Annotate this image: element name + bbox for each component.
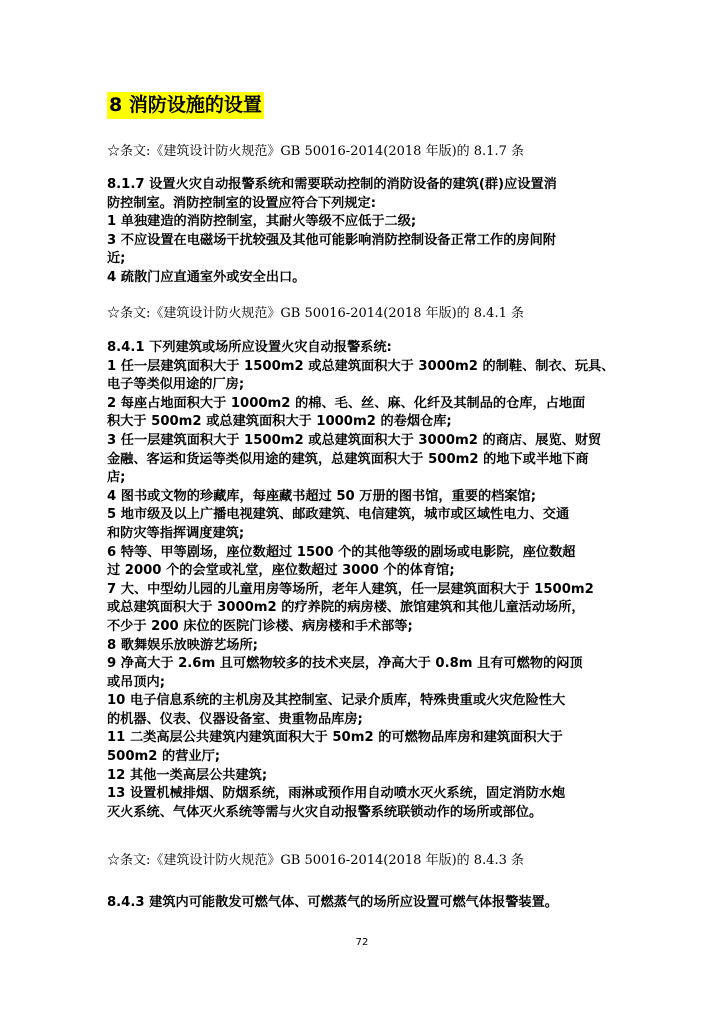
clause-line: 金融、客运和货运等类似用途的建筑，总建筑面积大于 500m2 的地下或半地下商 [107,451,589,467]
clause-line: 近; [107,251,126,267]
clause-line: 4 疏散门应直通室外或安全出口。 [107,269,306,285]
clause-line: 过 2000 个的会堂或礼堂，座位数超过 3000 个的体育馆; [107,563,455,579]
clause-line: 店; [107,470,126,486]
clause-line: 8 歌舞娱乐放映游艺场所; [107,637,258,653]
clause-line: 1 任一层建筑面积大于 1500m2 或总建筑面积大于 3000m2 的制鞋、制衣、玩具、 [107,358,615,374]
clause-line: 3 不应设置在电磁场干扰较强及其他可能影响消防控制设备正常工作的房间附 [107,232,556,248]
source-citation: ☆条文:《建筑设计防火规范》GB 50016-2014(2018 年版)的 8.1.7 条 [107,144,524,159]
clause-line: 3 任一层建筑面积大于 1500m2 或总建筑面积大于 3000m2 的商店、展览、财贸 [107,432,602,448]
clause-line: 灭火系统、气体灭火系统等需与火灾自动报警系统联锁动作的场所或部位。 [107,804,543,820]
clause-line: 9 净高大于 2.6m 且可燃物较多的技术夹层，净高大于 0.8m 且有可燃物的闷顶 [107,656,583,672]
clause-line: 或吊顶内; [107,674,166,690]
source-citation: ☆条文:《建筑设计防火规范》GB 50016-2014(2018 年版)的 8.4.1 条 [107,306,524,321]
clause-line: 11 二类高层公共建筑内建筑面积大于 50m2 的可燃物品库房和建筑面积大于 [107,730,563,746]
clause-line: 13 设置机械排烟、防烟系统，雨淋或预作用自动喷水灭火系统，固定消防水炮 [107,786,566,802]
clause-line: 6 特等、甲等剧场，座位数超过 1500 个的其他等级的剧场或电影院，座位数超 [107,544,576,560]
clause-line: 12 其他一类高层公共建筑; [107,767,268,783]
clause-line: 5 地市级及以上广播电视建筑、邮政建筑、电信建筑，城市或区域性电力、交通 [107,507,570,523]
clause-line: 500m2 的营业厅; [107,749,221,765]
clause-line: 1 单独建造的消防控制室，其耐火等级不应低于二级; [107,214,417,230]
clause-line: 2 每座占地面积大于 1000m2 的棉、毛、丝、麻、化纤及其制品的仓库，占地面 [107,395,586,411]
clause-8-4-3 [107,894,622,913]
clause-8-1-7 [107,176,622,288]
clause-line: 防控制室。消防控制室的设置应符合下列规定: [107,195,377,211]
source-citation: ☆条文:《建筑设计防火规范》GB 50016-2014(2018 年版)的 8.4.3 条 [107,853,524,868]
clause-line: 4 图书或文物的珍藏库，每座藏书超过 50 万册的图书馆，重要的档案馆; [107,488,537,504]
clause-line: 10 电子信息系统的主机房及其控制室、记录介质库，特殊贵重或火灾危险性大 [107,693,566,709]
clause-line: 8.4.3 建筑内可能散发可燃气体、可燃蒸气的场所应设置可燃气体报警装置。 [107,895,558,910]
clause-line: 积大于 500m2 或总建筑面积大于 1000m2 的卷烟仓库; [107,414,452,430]
clause-line: 不少于 200 床位的医院门诊楼、病房楼和手术部等; [107,618,413,634]
page-number: 72 [355,937,369,948]
clause-line: 和防灾等指挥调度建筑; [107,525,245,541]
clause-line: 7 大、中型幼儿园的儿童用房等场所，老年人建筑，任一层建筑面积大于 1500m2 [107,581,594,597]
section-heading: 8 消防设施的设置 [107,92,264,119]
clause-line: 电子等类似用途的厂房; [107,377,245,393]
clause-line: 8.1.7 设置火灾自动报警系统和需要联动控制的消防设备的建筑(群)应设置消 [107,177,557,192]
clause-8-4-1 [107,339,622,822]
clause-line: 8.4.1 下列建筑或场所应设置火灾自动报警系统: [107,340,392,355]
clause-line: 的机器、仪表、仪器设备室、贵重物品库房; [107,711,363,727]
clause-line: 或总建筑面积大于 3000m2 的疗养院的病房楼、旅馆建筑和其他儿童活动场所， [107,600,585,616]
